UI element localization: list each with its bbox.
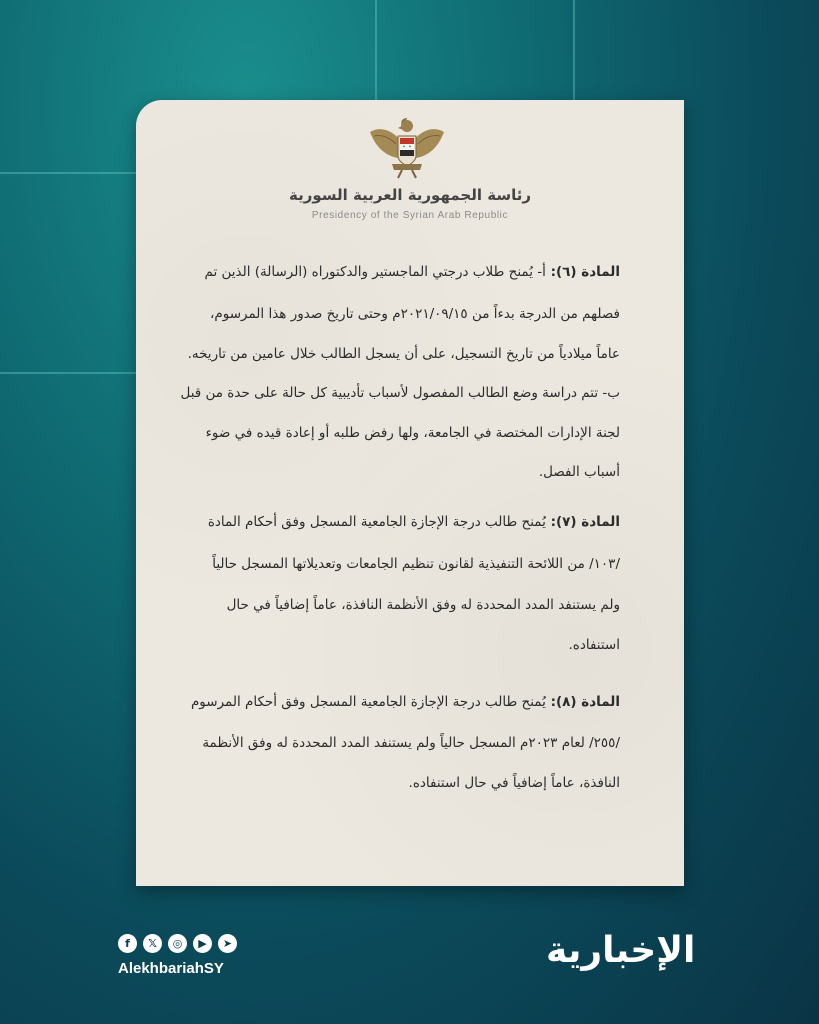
document-line: [160, 385, 620, 401]
social-icons: [118, 934, 237, 953]
line-text: فصلهم من الدرجة بدءاً من ٢٠٢١/٠٩/١٥م وحتى تاريخ صدور هذا المرسوم،: [210, 306, 620, 322]
document-line: [160, 464, 620, 480]
background-gridline: [0, 372, 136, 374]
document-line: [160, 556, 620, 572]
x-icon[interactable]: 𝕏: [143, 934, 162, 953]
article-label: المادة (٨):: [545, 694, 620, 710]
header-title-arabic: رئاسة الجمهورية العربية السورية: [289, 186, 531, 204]
youtube-icon[interactable]: ▶: [193, 934, 212, 953]
document-line: [160, 514, 620, 530]
line-text: لجنة الإدارات المختصة في الجامعة، ولها رفض طلبه أو إعادة قيده في ضوء: [205, 425, 620, 441]
syrian-eagle-emblem: [362, 112, 452, 184]
document-line: [160, 306, 620, 322]
line-text: أ- يُمنح طلاب درجتي الماجستير والدكتوراه (الرسالة) الذين تم: [204, 264, 546, 280]
line-text: /٢٥٥/ لعام ٢٠٢٣م المسجل حالياً ولم يستنفد المدد المحددة له وفق الأنظمة: [202, 735, 620, 751]
background-gridline: [375, 0, 377, 100]
document-line: [160, 694, 620, 710]
line-text: يُمنح طالب درجة الإجازة الجامعية المسجل وفق أحكام المرسوم: [190, 694, 546, 710]
line-text: ولم يستنفد المدد المحددة له وفق الأنظمة النافذة، عاماً إضافياً في حال: [226, 597, 620, 613]
document-line: [160, 775, 620, 791]
document-line: [160, 637, 620, 653]
article-label: المادة (٦):: [545, 264, 620, 280]
document-line: [160, 346, 620, 362]
document-line: [160, 735, 620, 751]
article-label: المادة (٧):: [545, 514, 620, 530]
document-line: [160, 264, 620, 280]
background-gridline: [0, 172, 136, 174]
document-line: [160, 597, 620, 613]
line-text: أسباب الفصل.: [538, 464, 620, 480]
decree-document: [136, 100, 684, 886]
social-handle[interactable]: AlekhbariahSY: [118, 960, 224, 977]
document-line: [160, 425, 620, 441]
line-text: استنفاده.: [568, 637, 620, 653]
alekhbariah-logo: الإخبارية: [546, 930, 696, 971]
instagram-icon[interactable]: ◎: [168, 934, 187, 953]
line-text: النافذة، عاماً إضافياً في حال استنفاده.: [408, 775, 620, 791]
line-text: يُمنح طالب درجة الإجازة الجامعية المسجل وفق أحكام المادة: [207, 514, 546, 530]
facebook-icon[interactable]: f: [118, 934, 137, 953]
telegram-icon[interactable]: ➤: [218, 934, 237, 953]
line-text: ب- تتم دراسة وضع الطالب المفصول لأسباب تأديبية كل حالة على حدة من قبل: [180, 385, 620, 401]
background-gridline: [573, 0, 575, 100]
line-text: عاماً ميلادياً من تاريخ التسجيل، على أن يسجل الطالب خلال عامين من تاريخه.: [187, 346, 620, 362]
header-title-english: Presidency of the Syrian Arab Republic: [311, 210, 509, 221]
line-text: /١٠٣/ من اللائحة التنفيذية لقانون تنظيم الجامعات وتعديلاتها المسجل حالياً: [212, 556, 620, 572]
